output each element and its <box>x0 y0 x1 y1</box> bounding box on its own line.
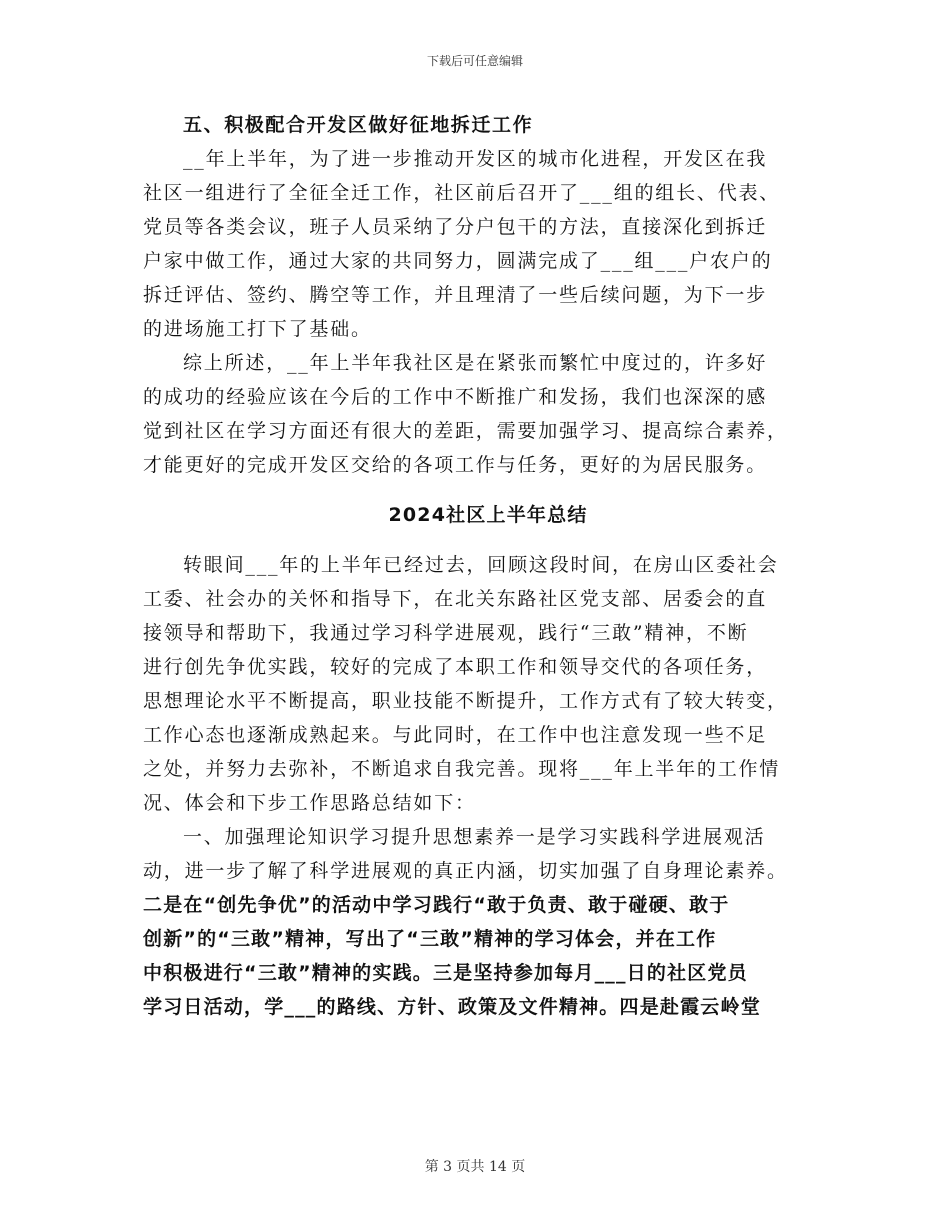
text-line: 之处，并努力去弥补，不断追求自我完善。现将___年上半年的工作情 <box>143 758 781 780</box>
text-line: 一、加强理论知识学习提升思想素养一是学习实践科学进展观活 <box>183 826 766 848</box>
text-line: 拆迁评估、签约、腾空等工作，并且理清了一些后续问题，为下一步 <box>143 284 768 306</box>
section5-paragraph-1 <box>143 142 833 346</box>
text-line: 的进场施工打下了基础。 <box>143 318 372 340</box>
text-line-bold: 中积极进行“三敢”精神的实践。三是坚持参加每月___日的社区党员 <box>143 962 748 984</box>
text-line-bold: 创新”的“三敢”精神，写出了“三敢”精神的学习体会，并在工作 <box>143 928 717 950</box>
text-line: 动，进一步了解了科学进展观的真正内涵，切实加强了自身理论素养。 <box>143 860 788 882</box>
doc2-paragraph-2 <box>143 820 833 888</box>
text-line: 转眼间___年的上半年已经过去，回顾这段时间，在房山区委社会 <box>183 554 779 576</box>
text-line: 思想理论水平不断提高，职业技能不断提升，工作方式有了较大转变， <box>143 690 788 712</box>
text-line: 觉到社区在学习方面还有很大的差距，需要加强学习、提高综合素养， <box>143 420 788 442</box>
doc2-paragraph-1 <box>143 548 833 820</box>
doc2-paragraph-3-bold <box>143 888 833 1024</box>
text-line: 户家中做工作，通过大家的共同努力，圆满完成了___组___户农户的 <box>143 250 773 272</box>
text-line: 接领导和帮助下，我通过学习科学进展观，践行“三敢”精神，不断 <box>143 622 749 644</box>
section5-paragraph-2 <box>143 346 833 482</box>
document-body <box>143 108 833 1024</box>
text-line: 况、体会和下步工作思路总结如下： <box>143 792 476 814</box>
text-line: 综上所述，__年上半年我社区是在紧张而繁忙中度过的，许多好 <box>183 352 768 374</box>
text-line: 工委、社会办的关怀和指导下，在北关东路社区党支部、居委会的直 <box>143 588 768 610</box>
page-footer: 第 3 页共 14 页 <box>424 1159 526 1175</box>
page-header: 下载后可任意编辑 <box>426 54 523 68</box>
text-line: __年上半年，为了进一步推动开发区的城市化进程，开发区在我 <box>183 148 768 170</box>
text-line: 的成功的经验应该在今后的工作中不断推广和发扬，我们也深深的感 <box>143 386 768 408</box>
text-line: 社区一组进行了全征全迁工作，社区前后召开了___组的组长、代表、 <box>143 182 781 204</box>
section-heading: 五、积极配合开发区做好征地拆迁工作 <box>183 114 534 136</box>
text-line: 工作心态也逐渐成熟起来。与此同时，在工作中也注意发现一些不足 <box>143 724 768 746</box>
text-line-bold: 二是在“创先争优”的活动中学习践行“敢于负责、敢于碰硬、敢于 <box>143 894 730 916</box>
text-line: 党员等各类会议，班子人员采纳了分户包干的方法，直接深化到拆迁 <box>143 216 768 238</box>
text-line: 进行创先争优实践，较好的完成了本职工作和领导交代的各项任务， <box>143 656 768 678</box>
document-title: 2024社区上半年总结 <box>388 504 588 526</box>
text-line: 才能更好的完成开发区交给的各项工作与任务，更好的为居民服务。 <box>143 454 768 476</box>
text-line-bold: 学习日活动，学___的路线、方针、政策及文件精神。四是赴霞云岭堂 <box>143 996 761 1018</box>
